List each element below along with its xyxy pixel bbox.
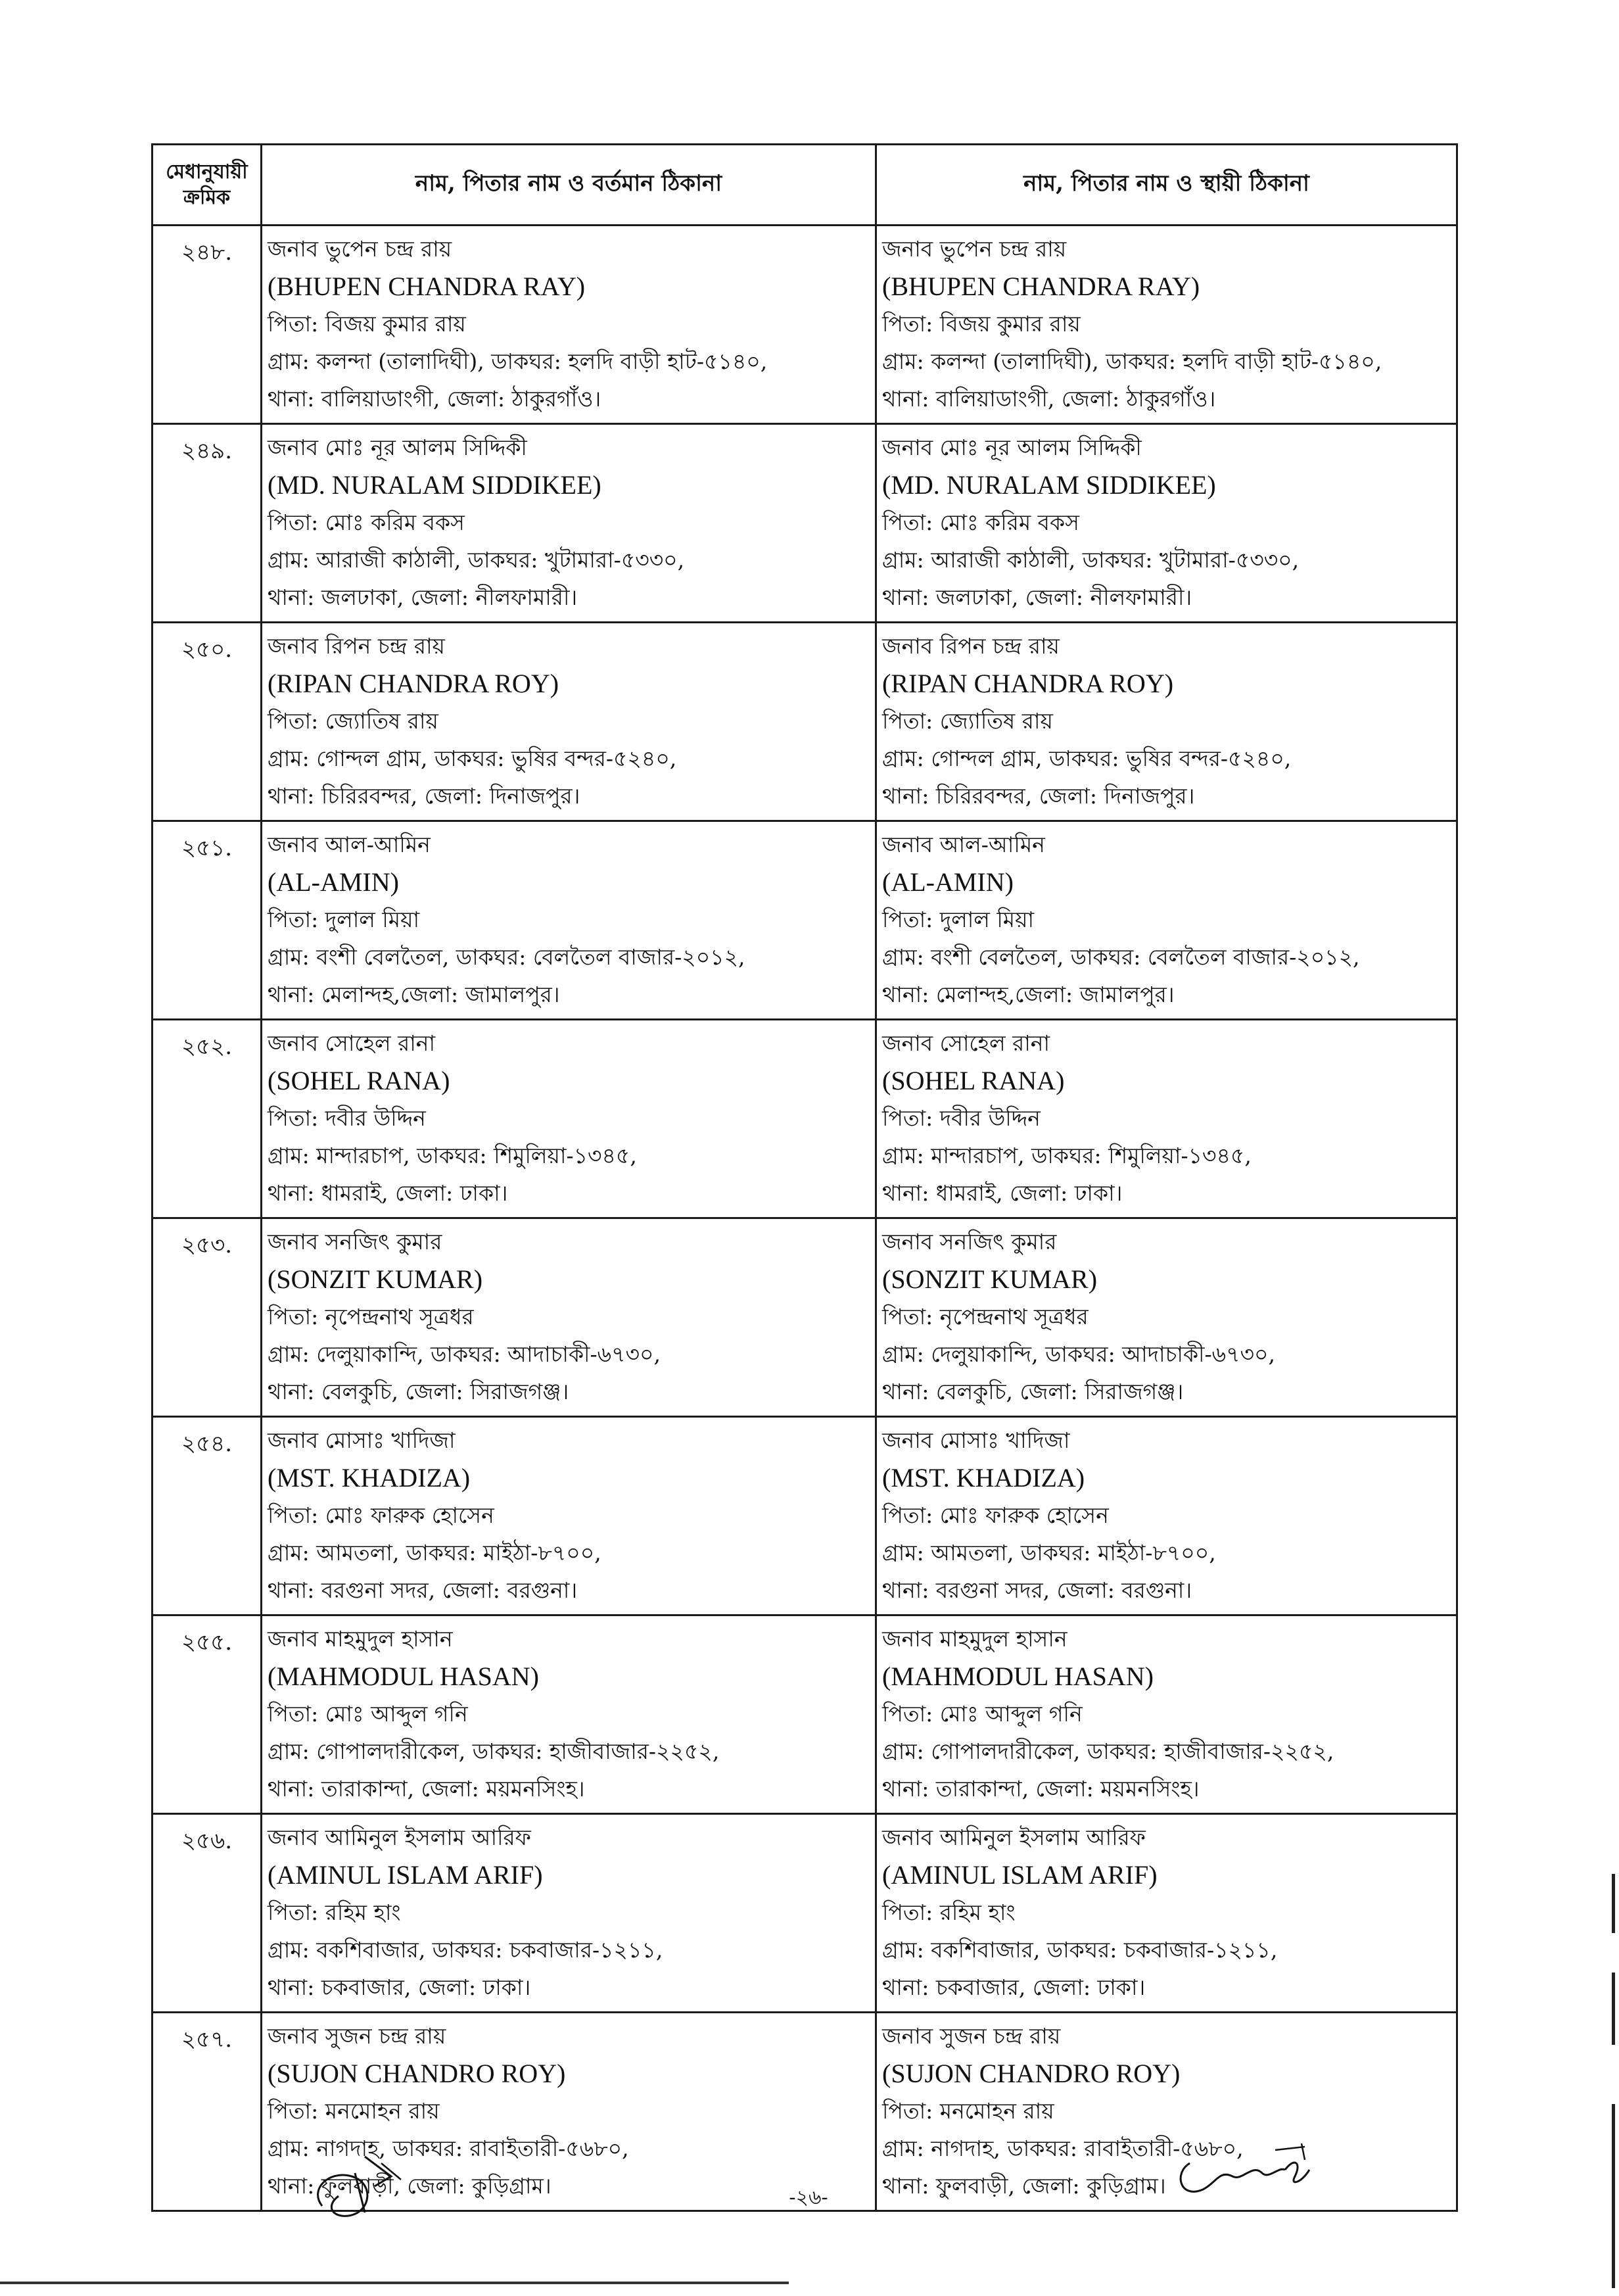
father-name: পিতা: দবীর উদ্দিন bbox=[268, 1105, 426, 1131]
table-row bbox=[153, 623, 1457, 821]
village-post-office: গ্রাম: বংশী বেলতৈল, ডাকঘর: বেলতৈল বাজার-২০১২, bbox=[268, 944, 745, 970]
father-name: পিতা: রহিম হাং bbox=[882, 1900, 1016, 1925]
village-post-office: গ্রাম: নাগদাহ, ডাকঘর: রাবাইতারী-৫৬৮০, bbox=[268, 2136, 629, 2161]
table-row bbox=[153, 1218, 1457, 1417]
permanent-address-cell bbox=[876, 1417, 1457, 1615]
serial-number: ২৫৩. bbox=[153, 1218, 262, 1417]
upazila-district: থানা: তারাকান্দা, জেলা: ময়মনসিংহ। bbox=[882, 1776, 1200, 1802]
upazila-district: থানা: তারাকান্দা, জেলা: ময়মনসিংহ। bbox=[268, 1776, 585, 1802]
applicant-name-en: (MST. KHADIZA) bbox=[268, 1463, 471, 1493]
applicant-name-en: (MAHMODUL HASAN) bbox=[882, 1662, 1154, 1691]
applicant-name-bn: জনাব রিপন চন্দ্র রায় bbox=[268, 633, 445, 659]
upazila-district: থানা: ফুলবাড়ী, জেলা: কুড়িগ্রাম। bbox=[882, 2173, 1166, 2199]
applicant-name-bn: জনাব মাহমুদুল হাসান bbox=[882, 1626, 1068, 1652]
applicant-name-en: (BHUPEN CHANDRA RAY) bbox=[882, 272, 1200, 301]
applicant-name-en: (MD. NURALAM SIDDIKEE) bbox=[268, 470, 601, 500]
table-row bbox=[153, 1814, 1457, 2013]
father-name: পিতা: মোঃ করিম বকস bbox=[268, 510, 465, 535]
serial-number: ২৫২. bbox=[153, 1020, 262, 1218]
serial-number: ২৪৯. bbox=[153, 424, 262, 623]
present-address-cell bbox=[262, 623, 876, 821]
serial-number: ২৫৬. bbox=[153, 1814, 262, 2013]
applicant-name-bn: জনাব সুজন চন্দ্র রায় bbox=[882, 2023, 1061, 2049]
table-row bbox=[153, 1417, 1457, 1615]
upazila-district: থানা: বরগুনা সদর, জেলা: বরগুনা। bbox=[268, 1577, 578, 1603]
signature-left bbox=[302, 2143, 414, 2232]
applicant-name-en: (AMINUL ISLAM ARIF) bbox=[882, 1860, 1158, 1890]
table-row bbox=[153, 226, 1457, 424]
serial-number: ২৫৪. bbox=[153, 1417, 262, 1615]
applicant-name-bn: জনাব আমিনুল ইসলাম আরিফ bbox=[882, 1825, 1146, 1850]
applicant-name-en: (SUJON CHANDRO ROY) bbox=[882, 2059, 1181, 2088]
applicant-name-bn: জনাব সোহেল রানা bbox=[882, 1030, 1050, 1056]
permanent-address-cell bbox=[876, 821, 1457, 1020]
upazila-district: থানা: চকবাজার, জেলা: ঢাকা। bbox=[882, 1974, 1146, 2000]
permanent-address-cell bbox=[876, 2013, 1457, 2211]
village-post-office: গ্রাম: নাগদাহ, ডাকঘর: রাবাইতারী-৫৬৮০, bbox=[882, 2136, 1244, 2161]
upazila-district: থানা: চিরিরবন্দর, জেলা: দিনাজপুর। bbox=[882, 783, 1195, 809]
applicant-name-en: (RIPAN CHANDRA ROY) bbox=[268, 669, 559, 698]
present-address-cell bbox=[262, 1020, 876, 1218]
permanent-address-cell bbox=[876, 226, 1457, 424]
table-row bbox=[153, 1615, 1457, 1814]
father-name: পিতা: মনমোহন রায় bbox=[882, 2098, 1054, 2124]
table-header-row bbox=[153, 145, 1457, 226]
father-name: পিতা: বিজয় কুমার রায় bbox=[882, 311, 1081, 337]
applicant-name-en: (SOHEL RANA) bbox=[882, 1066, 1065, 1095]
village-post-office: গ্রাম: কলন্দা (তালাদিঘী), ডাকঘর: হলদি বাড়ী হাট-৫১৪০, bbox=[882, 348, 1382, 374]
present-address-cell bbox=[262, 1417, 876, 1615]
village-post-office: গ্রাম: আরাজী কাঠালী, ডাকঘর: খুটামারা-৫৩৩০, bbox=[882, 547, 1300, 573]
village-post-office: গ্রাম: দেলুয়াকান্দি, ডাকঘর: আদাচাকী-৬৭৩০, bbox=[882, 1341, 1275, 1367]
applicant-name-bn: জনাব সনজিৎ কুমার bbox=[882, 1229, 1057, 1255]
page-number: -২৬- bbox=[789, 2186, 828, 2209]
present-address-cell bbox=[262, 1615, 876, 1814]
father-name: পিতা: মোঃ আব্দুল গনি bbox=[882, 1701, 1083, 1727]
village-post-office: গ্রাম: গোপালদারীকেল, ডাকঘর: হাজীবাজার-২২৫২, bbox=[268, 1738, 720, 1764]
applicant-name-en: (AL-AMIN) bbox=[268, 867, 399, 897]
applicant-name-bn: জনাব মোসাঃ খাদিজা bbox=[268, 1427, 456, 1453]
permanent-address-cell bbox=[876, 1615, 1457, 1814]
serial-number: ২৫৭. bbox=[153, 2013, 262, 2211]
table-body bbox=[153, 226, 1457, 2211]
header-serial: মেধানুযায়ী ক্রমিক bbox=[153, 145, 262, 226]
scan-bottom-rule bbox=[0, 2282, 789, 2284]
applicant-name-bn: জনাব আল-আমিন bbox=[268, 832, 431, 857]
scan-edge-mark bbox=[1612, 2104, 1615, 2288]
village-post-office: গ্রাম: বকশিবাজার, ডাকঘর: চকবাজার-১২১১, bbox=[268, 1937, 663, 1963]
applicant-name-bn: জনাব আমিনুল ইসলাম আরিফ bbox=[268, 1825, 531, 1850]
applicant-name-bn: জনাব সুজন চন্দ্র রায় bbox=[268, 2023, 446, 2049]
table-row bbox=[153, 821, 1457, 1020]
header-present-address: নাম, পিতার নাম ও বর্তমান ঠিকানা bbox=[262, 145, 876, 226]
table-row bbox=[153, 424, 1457, 623]
merit-list-table bbox=[151, 143, 1458, 2212]
header-permanent-address: নাম, পিতার নাম ও স্থায়ী ঠিকানা bbox=[876, 145, 1457, 226]
village-post-office: গ্রাম: দেলুয়াকান্দি, ডাকঘর: আদাচাকী-৬৭৩০, bbox=[268, 1341, 661, 1367]
upazila-district: থানা: বরগুনা সদর, জেলা: বরগুনা। bbox=[882, 1577, 1192, 1603]
father-name: পিতা: মোঃ ফারুক হোসেন bbox=[882, 1502, 1109, 1528]
village-post-office: গ্রাম: মান্দারচাপ, ডাকঘর: শিমুলিয়া-১৩৪৫, bbox=[882, 1143, 1252, 1168]
upazila-district: থানা: ধামরাই, জেলা: ঢাকা। bbox=[268, 1180, 508, 1206]
applicant-name-en: (MST. KHADIZA) bbox=[882, 1463, 1085, 1493]
father-name: পিতা: জ্যোতিষ রায় bbox=[882, 708, 1053, 734]
upazila-district: থানা: বেলকুচি, জেলা: সিরাজগঞ্জ। bbox=[268, 1379, 569, 1404]
applicant-name-en: (SOHEL RANA) bbox=[268, 1066, 450, 1095]
applicant-name-bn: জনাব মোঃ নূর আলম সিদ্দিকী bbox=[268, 435, 527, 460]
permanent-address-cell bbox=[876, 1218, 1457, 1417]
village-post-office: গ্রাম: গোন্দল গ্রাম, ডাকঘর: ভুষির বন্দর-৫২৪০, bbox=[882, 746, 1292, 771]
father-name: পিতা: রহিম হাং bbox=[268, 1900, 401, 1925]
village-post-office: গ্রাম: আরাজী কাঠালী, ডাকঘর: খুটামারা-৫৩৩০, bbox=[268, 547, 685, 573]
applicant-name-bn: জনাব রিপন চন্দ্র রায় bbox=[882, 633, 1060, 659]
applicant-name-en: (AL-AMIN) bbox=[882, 867, 1014, 897]
village-post-office: গ্রাম: কলন্দা (তালাদিঘী), ডাকঘর: হলদি বাড়ী হাট-৫১৪০, bbox=[268, 348, 768, 374]
village-post-office: গ্রাম: আমতলা, ডাকঘর: মাইঠা-৮৭০০, bbox=[268, 1540, 601, 1566]
table-row bbox=[153, 1020, 1457, 1218]
upazila-district: থানা: জলঢাকা, জেলা: নীলফামারী। bbox=[882, 585, 1192, 610]
applicant-name-en: (MAHMODUL HASAN) bbox=[268, 1662, 539, 1691]
father-name: পিতা: নৃপেন্দ্রনাথ সূত্রধর bbox=[268, 1304, 474, 1329]
village-post-office: গ্রাম: গোন্দল গ্রাম, ডাকঘর: ভুষির বন্দর-৫২৪০, bbox=[268, 746, 677, 771]
applicant-name-bn: জনাব মোঃ নূর আলম সিদ্দিকী bbox=[882, 435, 1142, 460]
applicant-name-en: (SONZIT KUMAR) bbox=[882, 1264, 1098, 1294]
applicant-name-bn: জনাব মাহমুদুল হাসান bbox=[268, 1626, 453, 1652]
village-post-office: গ্রাম: বংশী বেলতৈল, ডাকঘর: বেলতৈল বাজার-২০১২, bbox=[882, 944, 1360, 970]
father-name: পিতা: মনমোহন রায় bbox=[268, 2098, 440, 2124]
applicant-name-bn: জনাব ভুপেন চন্দ্র রায় bbox=[268, 236, 452, 262]
father-name: পিতা: দুলাল মিয়া bbox=[268, 907, 420, 932]
upazila-district: থানা: বেলকুচি, জেলা: সিরাজগঞ্জ। bbox=[882, 1379, 1184, 1404]
upazila-district: থানা: চকবাজার, জেলা: ঢাকা। bbox=[268, 1974, 531, 2000]
signature-right bbox=[1170, 2137, 1321, 2212]
permanent-address-cell bbox=[876, 1814, 1457, 2013]
upazila-district: থানা: মেলান্দহ,জেলা: জামালপুর। bbox=[882, 982, 1175, 1007]
applicant-name-en: (AMINUL ISLAM ARIF) bbox=[268, 1860, 543, 1890]
father-name: পিতা: মোঃ ফারুক হোসেন bbox=[268, 1502, 494, 1528]
father-name: পিতা: বিজয় কুমার রায় bbox=[268, 311, 466, 337]
upazila-district: থানা: চিরিরবন্দর, জেলা: দিনাজপুর। bbox=[268, 783, 580, 809]
applicant-name-en: (MD. NURALAM SIDDIKEE) bbox=[882, 470, 1216, 500]
applicant-name-en: (SUJON CHANDRO ROY) bbox=[268, 2059, 566, 2088]
serial-number: ২৫৫. bbox=[153, 1615, 262, 1814]
permanent-address-cell bbox=[876, 1020, 1457, 1218]
permanent-address-cell bbox=[876, 424, 1457, 623]
serial-number: ২৫০. bbox=[153, 623, 262, 821]
present-address-cell bbox=[262, 1218, 876, 1417]
village-post-office: গ্রাম: গোপালদারীকেল, ডাকঘর: হাজীবাজার-২২৫২, bbox=[882, 1738, 1334, 1764]
upazila-district: থানা: ধামরাই, জেলা: ঢাকা। bbox=[882, 1180, 1123, 1206]
village-post-office: গ্রাম: আমতলা, ডাকঘর: মাইঠা-৮৭০০, bbox=[882, 1540, 1216, 1566]
upazila-district: থানা: মেলান্দহ,জেলা: জামালপুর। bbox=[268, 982, 560, 1007]
applicant-name-bn: জনাব আল-আমিন bbox=[882, 832, 1045, 857]
upazila-district: থানা: ফুলবাড়ী, জেলা: কুড়িগ্রাম। bbox=[268, 2173, 551, 2199]
village-post-office: গ্রাম: মান্দারচাপ, ডাকঘর: শিমুলিয়া-১৩৪৫, bbox=[268, 1143, 637, 1168]
upazila-district: থানা: বালিয়াডাংগী, জেলা: ঠাকুরগাঁও। bbox=[882, 386, 1216, 412]
village-post-office: গ্রাম: বকশিবাজার, ডাকঘর: চকবাজার-১২১১, bbox=[882, 1937, 1278, 1963]
present-address-cell bbox=[262, 424, 876, 623]
applicant-name-en: (SONZIT KUMAR) bbox=[268, 1264, 483, 1294]
applicant-name-en: (BHUPEN CHANDRA RAY) bbox=[268, 272, 586, 301]
father-name: পিতা: মোঃ আব্দুল গনি bbox=[268, 1701, 468, 1727]
scan-edge-mark bbox=[1612, 1973, 1615, 2045]
present-address-cell bbox=[262, 226, 876, 424]
applicant-name-bn: জনাব সনজিৎ কুমার bbox=[268, 1229, 442, 1255]
permanent-address-cell bbox=[876, 623, 1457, 821]
applicant-name-en: (RIPAN CHANDRA ROY) bbox=[882, 669, 1174, 698]
upazila-district: থানা: বালিয়াডাংগী, জেলা: ঠাকুরগাঁও। bbox=[268, 386, 601, 412]
father-name: পিতা: মোঃ করিম বকস bbox=[882, 510, 1079, 535]
applicant-name-bn: জনাব ভুপেন চন্দ্র রায় bbox=[882, 236, 1067, 262]
serial-number: ২৪৮. bbox=[153, 226, 262, 424]
father-name: পিতা: নৃপেন্দ্রনাথ সূত্রধর bbox=[882, 1304, 1089, 1329]
serial-number: ২৫১. bbox=[153, 821, 262, 1020]
father-name: পিতা: দবীর উদ্দিন bbox=[882, 1105, 1041, 1131]
present-address-cell bbox=[262, 1814, 876, 2013]
father-name: পিতা: জ্যোতিষ রায় bbox=[268, 708, 438, 734]
upazila-district: থানা: জলঢাকা, জেলা: নীলফামারী। bbox=[268, 585, 578, 610]
applicant-name-bn: জনাব মোসাঃ খাদিজা bbox=[882, 1427, 1070, 1453]
present-address-cell bbox=[262, 821, 876, 1020]
scan-edge-mark bbox=[1612, 1874, 1615, 1933]
applicant-name-bn: জনাব সোহেল রানা bbox=[268, 1030, 436, 1056]
father-name: পিতা: দুলাল মিয়া bbox=[882, 907, 1035, 932]
